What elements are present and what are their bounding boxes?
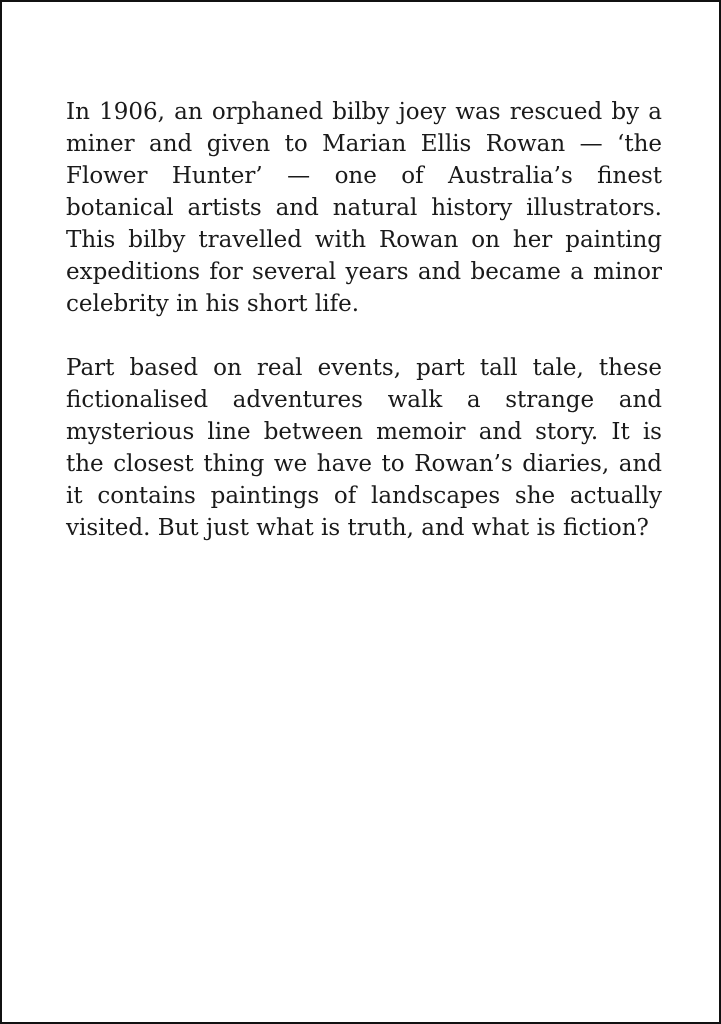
- paragraph-2: Part based on real events, part tall tale, these fictionalised adventures walk a strange and mysterious line between memoir and story. It is the closest thing we have to Rowan’s diaries, and it contains paintings of landscapes she actually visited. But just what is truth, and what is fiction?: [66, 355, 662, 541]
- body-text: [66, 96, 662, 544]
- paragraph-1: In 1906, an orphaned bilby joey was rescued by a miner and given to Marian Ellis Rowan — ‘the Flower Hunter’ — one of Australia’s finest botanical artists and natural history illustrators. This bilby travelled with Rowan on her painting expeditions for several years and became a minor celebrity in his short life.: [66, 99, 662, 317]
